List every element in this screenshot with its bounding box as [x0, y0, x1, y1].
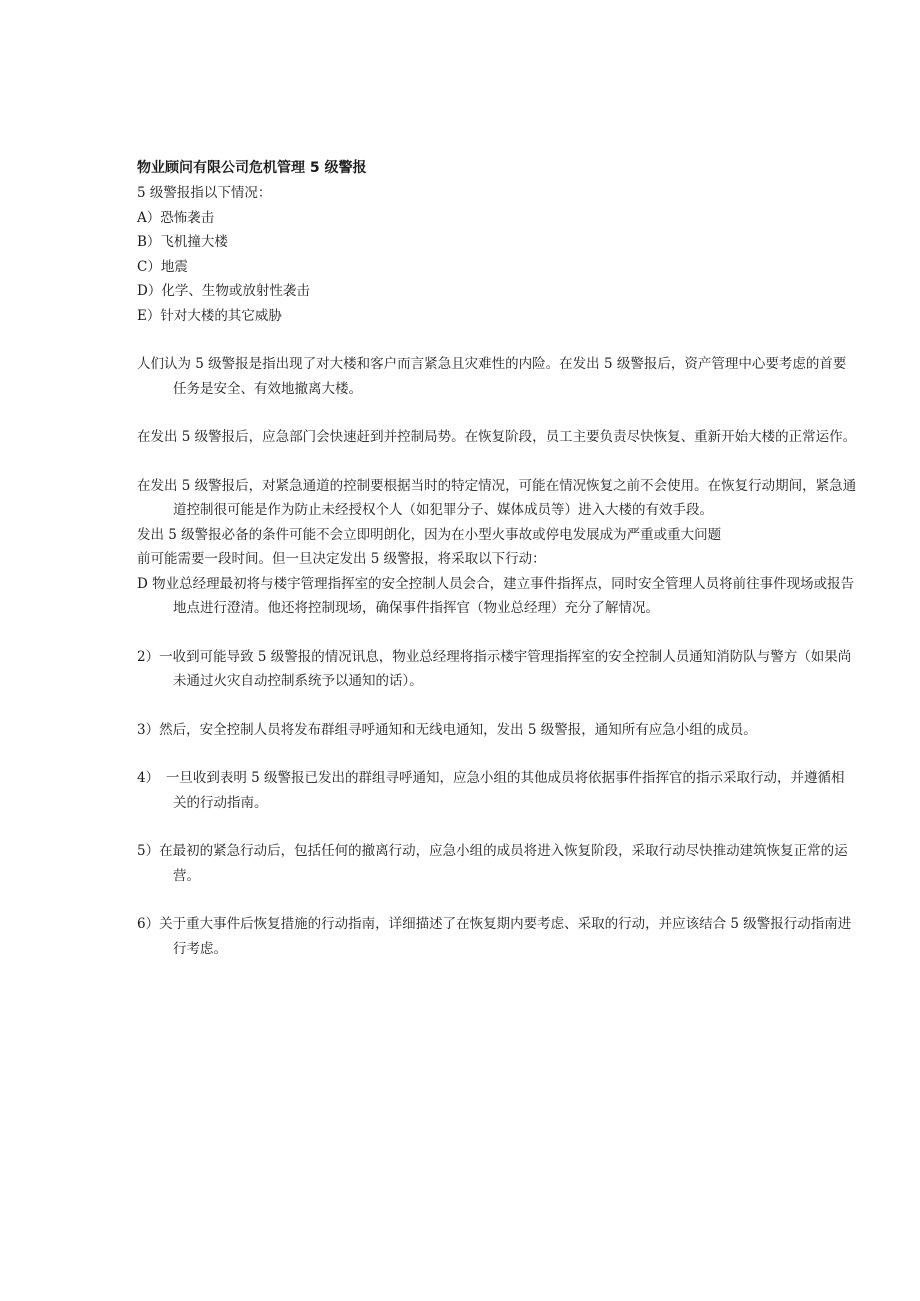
situation-item: B）飞机撞大楼 — [137, 234, 228, 250]
paragraph: 人们认为 5 级警报是指出现了对大楼和客户而言紧急且灾难性的内险。在发出 5 级警报后，资产管理中心要考虑的首要任务是安全、有效地撤离大楼。 — [137, 356, 847, 397]
conditions-line: 前可能需要一段时间。但一旦决定发出 5 级警报，将采取以下行动： — [137, 551, 546, 567]
conditions-line: 发出 5 级警报必备的条件可能不会立即明朗化，因为在小型火事故或停电发展成为严重或重大问题 — [137, 526, 722, 543]
paragraph: 在发出 5 级警报后，对紧急通道的控制要根据当时的特定情况，可能在情况恢复之前不会使用。在恢复行动期间，紧急通道控制很可能是作为防止未经授权个人（如犯罪分子、媒体成员等）进入大楼的有效手段。 — [137, 477, 857, 518]
situation-item: C）地震 — [137, 258, 188, 275]
action-item: 2）一收到可能导致 5 级警报的情况讯息，物业总经理将指示楼宇管理指挥室的安全控制人员通知消防队与警方（如果尚未通过火灾自动控制系统予以通知的话）。 — [137, 648, 852, 689]
action-item: 3）然后，安全控制人员将发布群组寻呼通知和无线电通知，发出 5 级警报，通知所有应急小组的成员。 — [137, 721, 757, 738]
action-item: D 物业总经理最初将与楼宇管理指挥室的安全控制人员会合，建立事件指挥点，同时安全管理人员将前往事件现场或报告地点进行澄清。他还将控制现场，确保事件指挥官（物业总经理）充分了解情况。 — [137, 575, 855, 616]
situation-item: A）恐怖袭击 — [137, 209, 215, 226]
situation-item: E）针对大楼的其它威胁 — [137, 307, 282, 324]
paragraph: 在发出 5 级警报后，应急部门会快速赶到并控制局势。在恢复阶段，员工主要负责尽快恢复、重新开始大楼的正常运作。 — [137, 429, 857, 445]
action-item: 6）关于重大事件后恢复措施的行动指南，详细描述了在恢复期内要考虑、采取的行动，并应该结合 5 级警报行动指南进行考虑。 — [137, 916, 852, 957]
document-body — [137, 155, 857, 961]
action-item: 4） 一旦收到表明 5 级警报已发出的群组寻呼通知，应急小组的其他成员将依据事件指挥官的指示采取行动，并遵循相关的行动指南。 — [137, 770, 845, 811]
action-item: 5）在最初的紧急行动后，包括任何的撤离行动，应急小组的成员将进入恢复阶段，采取行动尽快推动建筑恢复正常的运营。 — [137, 843, 848, 884]
situation-item: D）化学、生物或放射性袭击 — [137, 283, 310, 299]
document-title: 物业顾问有限公司危机管理 5 级警报 — [137, 160, 367, 176]
intro-line: 5 级警报指以下情况： — [137, 185, 272, 201]
